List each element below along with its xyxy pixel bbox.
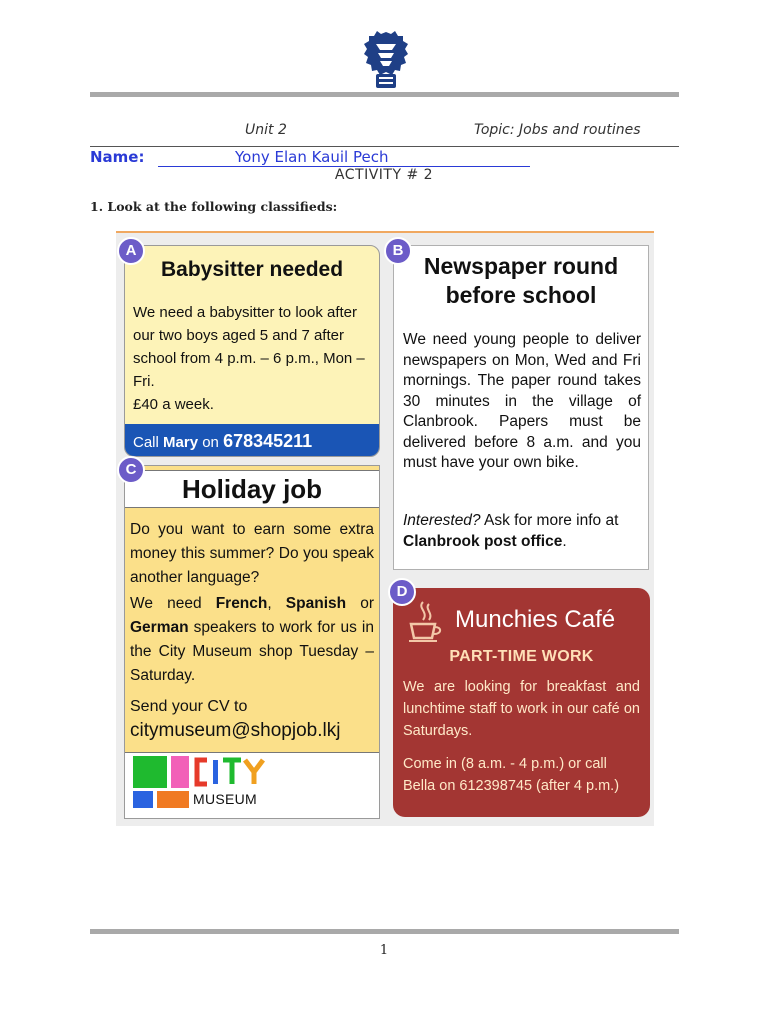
topic-label: Topic: Jobs and routines <box>474 122 641 138</box>
ad-a-call-bar <box>125 424 379 457</box>
ad-c-rest: speakers to work for us in the City Museum shop Tuesday – Saturday. <box>130 619 374 684</box>
ad-a-body: We need a babysitter to look after our two boys aged 5 and 7 after school from 4 p.m. – 6 p.m., Mon – Fri. <box>133 304 365 390</box>
ad-c-languages <box>130 592 374 688</box>
ad-d-contact: Come in (8 a.m. - 4 p.m.) or call Bella on 612398745 (after 4 p.m.) <box>403 756 620 794</box>
ad-b-body: We need young people to deliver newspapers on Mon, Wed and Fri mornings. The paper round takes 30 minutes in the village of Clanbrook. Papers must be delivered before 8 a.m. and you must have your own bike. <box>403 331 641 471</box>
ad-b-ask: Ask for more info at <box>480 512 619 529</box>
ad-newspaper-round <box>393 245 649 570</box>
student-name: Yony Elan Kauil Pech <box>235 148 389 166</box>
ad-c-body: Do you want to earn some extra money this summer? Do you speak another language? <box>130 521 374 586</box>
badge-d: D <box>388 578 416 606</box>
name-label: Name: <box>90 148 145 166</box>
badge-a: A <box>117 237 145 265</box>
ad-c-or: or <box>346 595 374 612</box>
ad-c-title-box <box>125 470 379 508</box>
lang-spanish: Spanish <box>285 595 347 612</box>
ad-c-comma: , <box>267 595 286 612</box>
logo-green-square <box>133 756 167 788</box>
coffee-cup-icon <box>407 600 443 644</box>
ad-a-price: £40 a week. <box>133 396 214 413</box>
city-museum-logo <box>125 752 379 819</box>
badge-b: B <box>384 237 412 265</box>
logo-orange-square <box>157 791 189 808</box>
ad-c-title: Holiday job <box>181 474 323 504</box>
ad-munchies-cafe <box>393 588 650 817</box>
ad-holiday-job <box>124 465 380 819</box>
activity-title: ACTIVITY # 2 <box>334 167 434 183</box>
ad-babysitter <box>124 245 380 457</box>
bottom-divider <box>90 929 679 934</box>
ad-b-more-info <box>403 511 641 552</box>
logo-blue-square <box>133 791 153 808</box>
city-letters-icon <box>193 756 269 788</box>
ad-c-email: citymuseum@shopjob.lkj <box>130 720 341 741</box>
top-divider <box>90 92 679 97</box>
call-name: Mary <box>163 434 199 451</box>
school-crest-icon <box>362 30 410 90</box>
call-prefix: Call <box>133 434 164 451</box>
logo-museum-text: MUSEUM <box>193 791 258 807</box>
ad-b-end: . <box>562 532 567 550</box>
logo-pink-square <box>171 756 189 788</box>
ad-c-send-cv: Send your CV to <box>130 698 248 715</box>
ad-d-title: Munchies Café <box>455 606 616 633</box>
ad-b-place: Clanbrook post office <box>403 532 563 550</box>
ad-a-title: Babysitter needed <box>160 258 344 281</box>
classifieds-panel <box>116 231 654 826</box>
ad-b-title: Newspaper round before school <box>423 253 619 308</box>
name-field <box>158 148 530 167</box>
lang-french: French <box>215 595 268 612</box>
call-phone: 678345211 <box>223 431 313 451</box>
unit-label: Unit 2 <box>245 122 287 138</box>
badge-c: C <box>117 456 145 484</box>
ad-d-subtitle: PART-TIME WORK <box>449 648 594 665</box>
ad-d-body: We are looking for breakfast and lunchtime staff to work in our café on Saturdays. <box>403 679 640 739</box>
call-on: on <box>198 434 224 451</box>
ad-b-interested: Interested? <box>403 512 481 529</box>
ad-c-need: We need <box>130 595 216 612</box>
lang-german: German <box>130 619 189 636</box>
question-1: 1. Look at the following classifieds: <box>90 199 338 214</box>
header-underline <box>90 146 679 147</box>
page-number: 1 <box>379 943 389 958</box>
